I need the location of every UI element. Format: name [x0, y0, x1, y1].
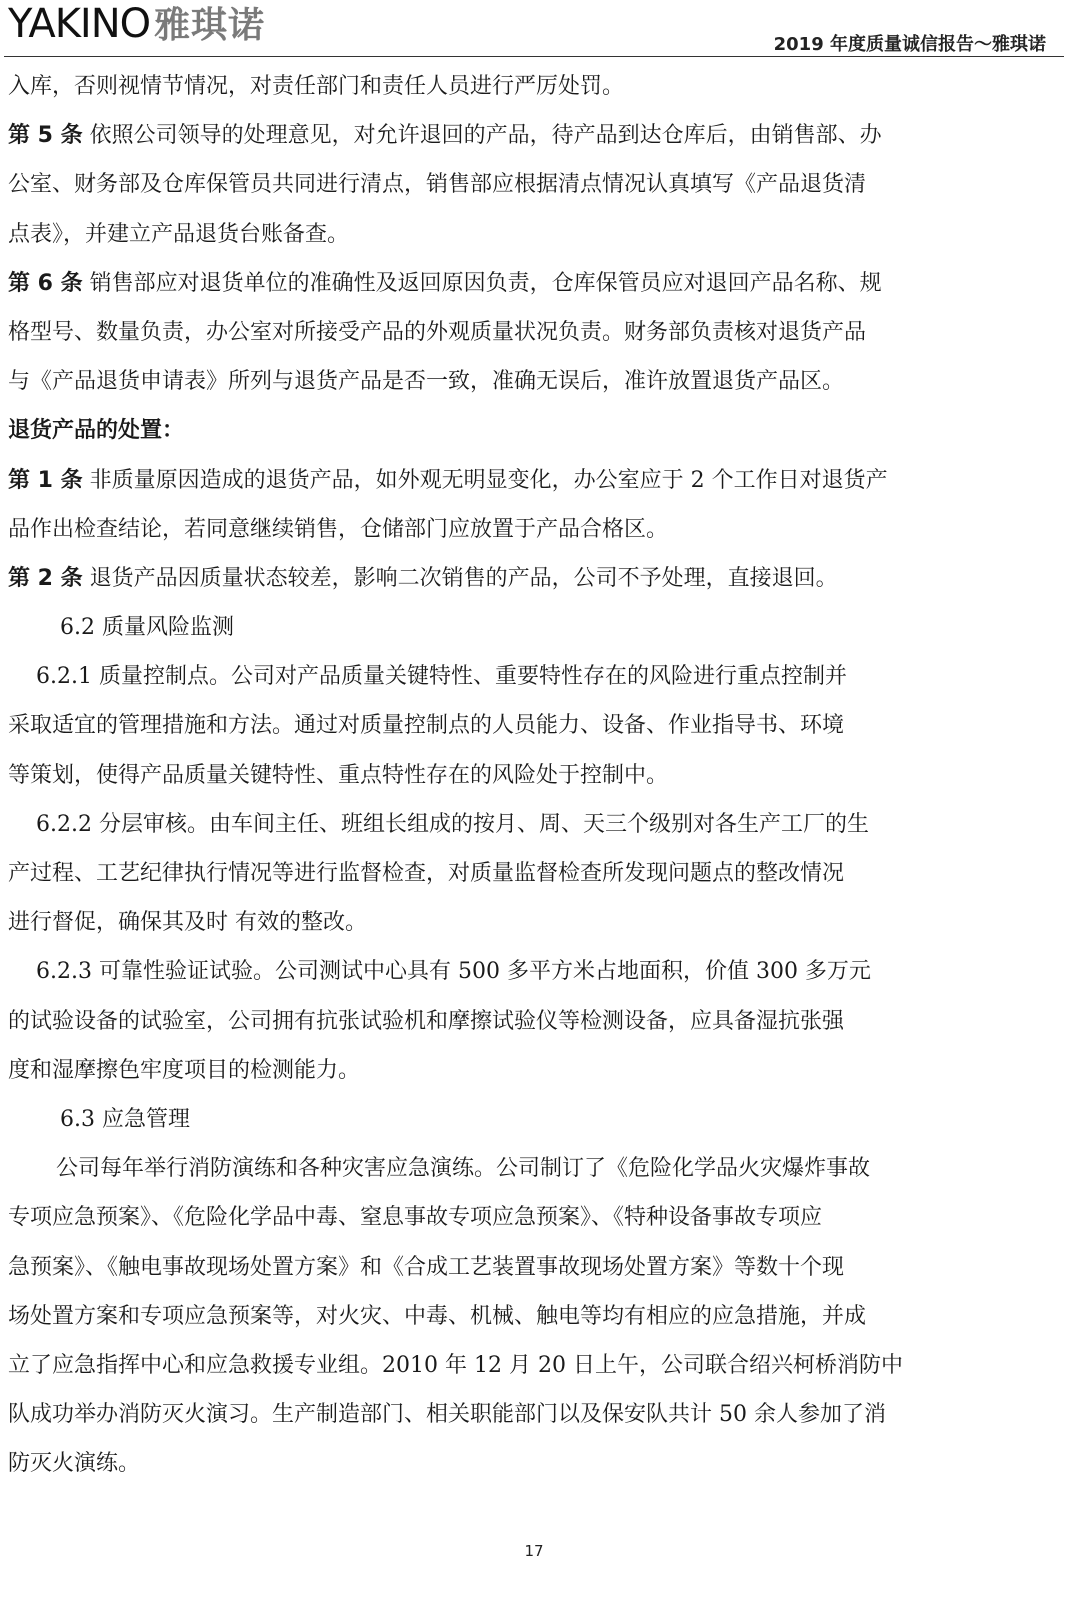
line-text: 场处置方案和专项应急预案等，对火灾、中毒、机械、触电等均有相应的应急措施，并成: [8, 1303, 867, 1329]
text-line: [8, 1095, 1048, 1144]
line-text: 6.2.1 质量控制点。公司对产品质量关键特性、重要特性存在的风险进行重点控制并: [36, 664, 847, 690]
clause-label: 退货产品的处置：: [8, 418, 185, 444]
line-text: 品作出检查结论，若同意继续销售，仓储部门应放置于产品合格区。: [8, 516, 669, 542]
line-text: 的试验设备的试验室，公司拥有抗张试验机和摩擦试验仪等检测设备，应具备湿抗张强: [8, 1008, 845, 1034]
line-text: 急预案》、《触电事故现场处置方案》和《合成工艺装置事故现场处置方案》等数十个现: [8, 1254, 845, 1280]
text-line: [8, 603, 1048, 652]
logo-latin: YAKINO: [8, 1, 151, 47]
line-text: 等策划，使得产品质量关键特性、重点特性存在的风险处于控制中。: [8, 762, 669, 788]
text-line: [8, 1243, 1048, 1292]
line-text: 6.2.2 分层审核。由车间主任、班组长组成的按月、周、天三个级别对各生产工厂的生: [36, 811, 869, 837]
line-text: 点表》，并建立产品退货台账备查。: [8, 221, 350, 247]
line-text: 产过程、工艺纪律执行情况等进行监督检查，对质量监督检查所发现问题点的整改情况: [8, 861, 845, 886]
line-text: 度和湿摩擦色牢度项目的检测能力。: [8, 1057, 361, 1083]
text-line: [8, 1144, 1048, 1193]
text-line: [8, 406, 1048, 455]
text-line: [8, 357, 1048, 406]
text-line: [8, 1439, 1048, 1488]
text-line: [8, 111, 1048, 160]
text-line: [8, 751, 1048, 800]
text-line: [8, 652, 1048, 701]
logo-chinese: 雅琪诺: [154, 5, 266, 46]
line-text: 格型号、数量负责，办公室对所接受产品的外观质量状况负责。财务部负责核对退货产品: [8, 319, 867, 345]
line-text: 与《产品退货申请表》所列与退货产品是否一致，准确无误后，准许放置退货产品区。: [8, 369, 845, 395]
company-logo: [8, 2, 265, 48]
line-text: 队成功举办消防灭火演习。生产制造部门、相关职能部门以及保安队共计 50 余人参加了消: [8, 1402, 886, 1428]
text-line: [8, 701, 1048, 750]
line-text: 销售部应对退货单位的准确性及返回原因负责，仓库保管员应对退回产品名称、规: [89, 270, 882, 296]
line-text: 专项应急预案》、《危险化学品中毒、窒息事故专项应急预案》、《特种设备事故专项应: [8, 1205, 823, 1231]
clause-label: 第 5 条: [8, 123, 83, 149]
line-text: 6.3 应急管理: [60, 1106, 190, 1132]
line-text: 公司每年举行消防演练和各种灾害应急演练。公司制订了《危险化学品火灾爆炸事故: [56, 1156, 871, 1182]
text-line: [8, 554, 1048, 603]
text-line: [8, 308, 1048, 357]
header-divider: [4, 56, 1064, 57]
text-line: [8, 259, 1048, 308]
line-text: 进行督促，确保其及时 有效的整改。: [8, 910, 367, 936]
clause-label: 第 6 条: [8, 270, 83, 296]
clause-label: 第 1 条: [8, 467, 83, 493]
line-text: 采取适宜的管理措施和方法。通过对质量控制点的人员能力、设备、作业指导书、环境: [8, 713, 845, 739]
text-line: [8, 456, 1048, 505]
text-line: [8, 62, 1048, 111]
line-text: 退货产品因质量状态较差，影响二次销售的产品，公司不予处理，直接退回。: [89, 565, 838, 591]
text-line: [8, 1341, 1048, 1390]
line-text: 公室、财务部及仓库保管员共同进行清点，销售部应根据清点情况认真填写《产品退货清: [8, 172, 867, 198]
text-line: [8, 210, 1048, 259]
page-header: [0, 0, 1068, 56]
report-title: 2019 年度质量诚信报告～雅琪诺: [773, 34, 1046, 55]
text-line: [8, 1046, 1048, 1095]
line-text: 入库，否则视情节情况，对责任部门和责任人员进行严厉处罚。: [8, 74, 625, 99]
text-line: [8, 505, 1048, 554]
text-line: [8, 800, 1048, 849]
line-text: 6.2.3 可靠性验证试验。公司测试中心具有 500 多平方米占地面积，价值 300 多万元: [36, 959, 871, 985]
text-line: [8, 849, 1048, 898]
line-text: 非质量原因造成的退货产品，如外观无明显变化，办公室应于 2 个工作日对退货产: [89, 467, 888, 493]
text-line: [8, 1193, 1048, 1242]
text-line: [8, 160, 1048, 209]
text-line: [8, 1390, 1048, 1439]
line-text: 依照公司领导的处理意见，对允许退回的产品，待产品到达仓库后，由销售部、办: [89, 123, 882, 149]
document-body: [8, 62, 1048, 1488]
text-line: [8, 1292, 1048, 1341]
text-line: [8, 898, 1048, 947]
line-text: 防灭火演练。: [8, 1451, 141, 1477]
text-line: [8, 997, 1048, 1046]
line-text: 立了应急指挥中心和应急救援专业组。2010 年 12 月 20 日上午，公司联合绍兴柯桥消防中: [8, 1352, 903, 1378]
clause-label: 第 2 条: [8, 565, 83, 591]
page-number: 17: [524, 1542, 544, 1560]
line-text: 6.2 质量风险监测: [60, 615, 234, 641]
text-line: [8, 947, 1048, 996]
